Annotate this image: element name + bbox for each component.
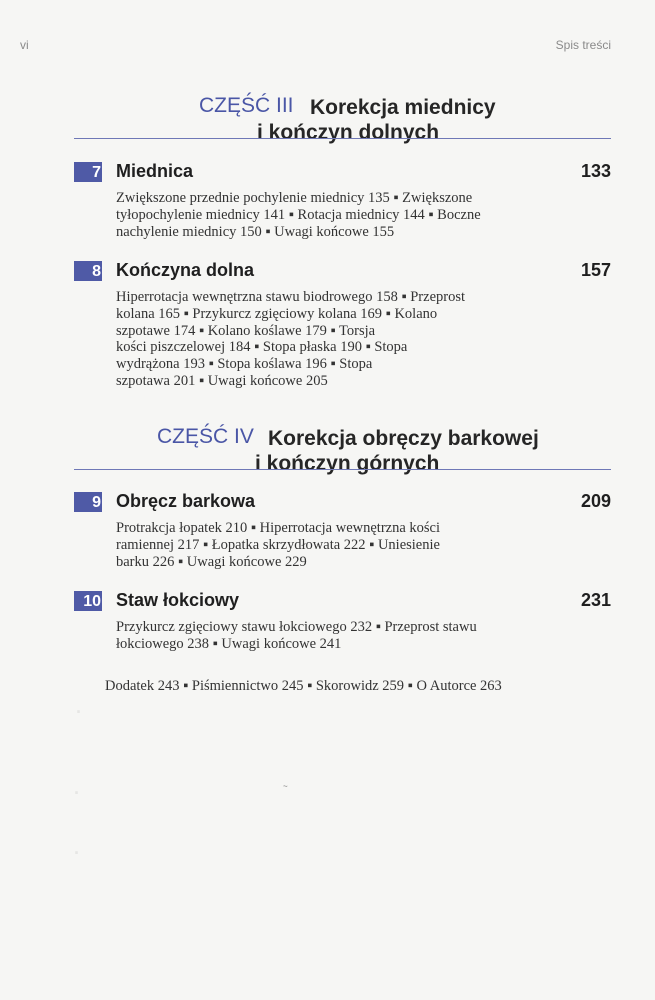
chapter-number: 10	[83, 593, 101, 610]
entry-line: kolana 165 ▪ Przykurcz zgięciowy kolana 169 ▪ Kolano	[116, 305, 438, 322]
entry-line: tyłopochylenie miednicy 141 ▪ Rotacja miednicy 144 ▪ Boczne	[116, 206, 481, 223]
part-title-line-2: i kończyn dolnych	[257, 121, 440, 144]
part-label: CZĘŚĆ III	[199, 94, 294, 117]
page-number: vi	[20, 38, 29, 52]
bleed-through-mark: ·	[74, 843, 80, 863]
entry-line: Hiperrotacja wewnętrzna stawu biodrowego 158 ▪ Przeprost	[116, 289, 465, 305]
entry-line: łokciowego 238 ▪ Uwagi końcowe 241	[116, 635, 342, 652]
bleed-through-mark: ·	[76, 702, 82, 722]
entry-line: kości piszczelowej 184 ▪ Stopa płaska 190 ▪ Stopa	[116, 339, 408, 356]
chapter-entries	[116, 190, 526, 240]
part-title-line-1: Korekcja obręczy barkowej	[268, 427, 539, 450]
chapter-page: 209	[580, 491, 611, 511]
bleed-through-mark: ·	[74, 783, 80, 803]
chapter-title: Staw łokciowy	[116, 590, 240, 610]
entry-line: nachylenie miednicy 150 ▪ Uwagi końcowe 155	[116, 223, 395, 240]
chapter-number-box	[74, 492, 102, 512]
entry-line: wydrążona 193 ▪ Stopa koślawa 196 ▪ Stopa	[116, 356, 373, 373]
running-header: Spis treści	[555, 38, 611, 52]
chapter-number-box	[74, 591, 102, 611]
chapter-title: Obręcz barkowa	[116, 491, 256, 511]
entry-line: ramiennej 217 ▪ Łopatka skrzydłowata 222 ▪ Uniesienie	[116, 536, 440, 553]
entry-line: barku 226 ▪ Uwagi końcowe 229	[116, 553, 307, 570]
chapter-page: 231	[580, 590, 611, 610]
entry-line: Zwiększone przednie pochylenie miednicy 135 ▪ Zwiększone	[116, 190, 473, 206]
part-title-line-1: Korekcja miednicy	[310, 96, 496, 119]
chapter-title: Miednica	[116, 161, 194, 181]
part-title-line-2: i kończyn górnych	[255, 452, 440, 475]
chapter-entries	[116, 619, 526, 653]
chapter-number: 7	[92, 164, 101, 181]
entry-line: Przykurcz zgięciowy stawu łokciowego 232 ▪ Przeprost stawu	[116, 619, 477, 635]
chapter-entries	[116, 520, 526, 570]
part-label: CZĘŚĆ IV	[157, 425, 254, 448]
part-divider	[74, 138, 611, 139]
smudge-mark: ~	[283, 782, 288, 791]
appendix-line: Dodatek 243 ▪ Piśmiennictwo 245 ▪ Skorowidz 259 ▪ O Autorce 263	[105, 678, 502, 694]
entry-line: szpotawa 201 ▪ Uwagi końcowe 205	[116, 372, 328, 389]
entry-line: szpotawe 174 ▪ Kolano koślawe 179 ▪ Torsja	[116, 322, 376, 339]
entry-line: Protrakcja łopatek 210 ▪ Hiperrotacja wewnętrzna kości	[116, 520, 441, 536]
chapter-page: 157	[580, 260, 611, 280]
chapter-page: 133	[580, 161, 611, 181]
part-divider	[74, 469, 611, 470]
chapter-number: 9	[92, 494, 101, 511]
chapter-number: 8	[92, 263, 101, 280]
chapter-number-box	[74, 162, 102, 182]
chapter-entries	[116, 289, 526, 390]
chapter-number-box	[74, 261, 102, 281]
chapter-title: Kończyna dolna	[116, 260, 255, 280]
